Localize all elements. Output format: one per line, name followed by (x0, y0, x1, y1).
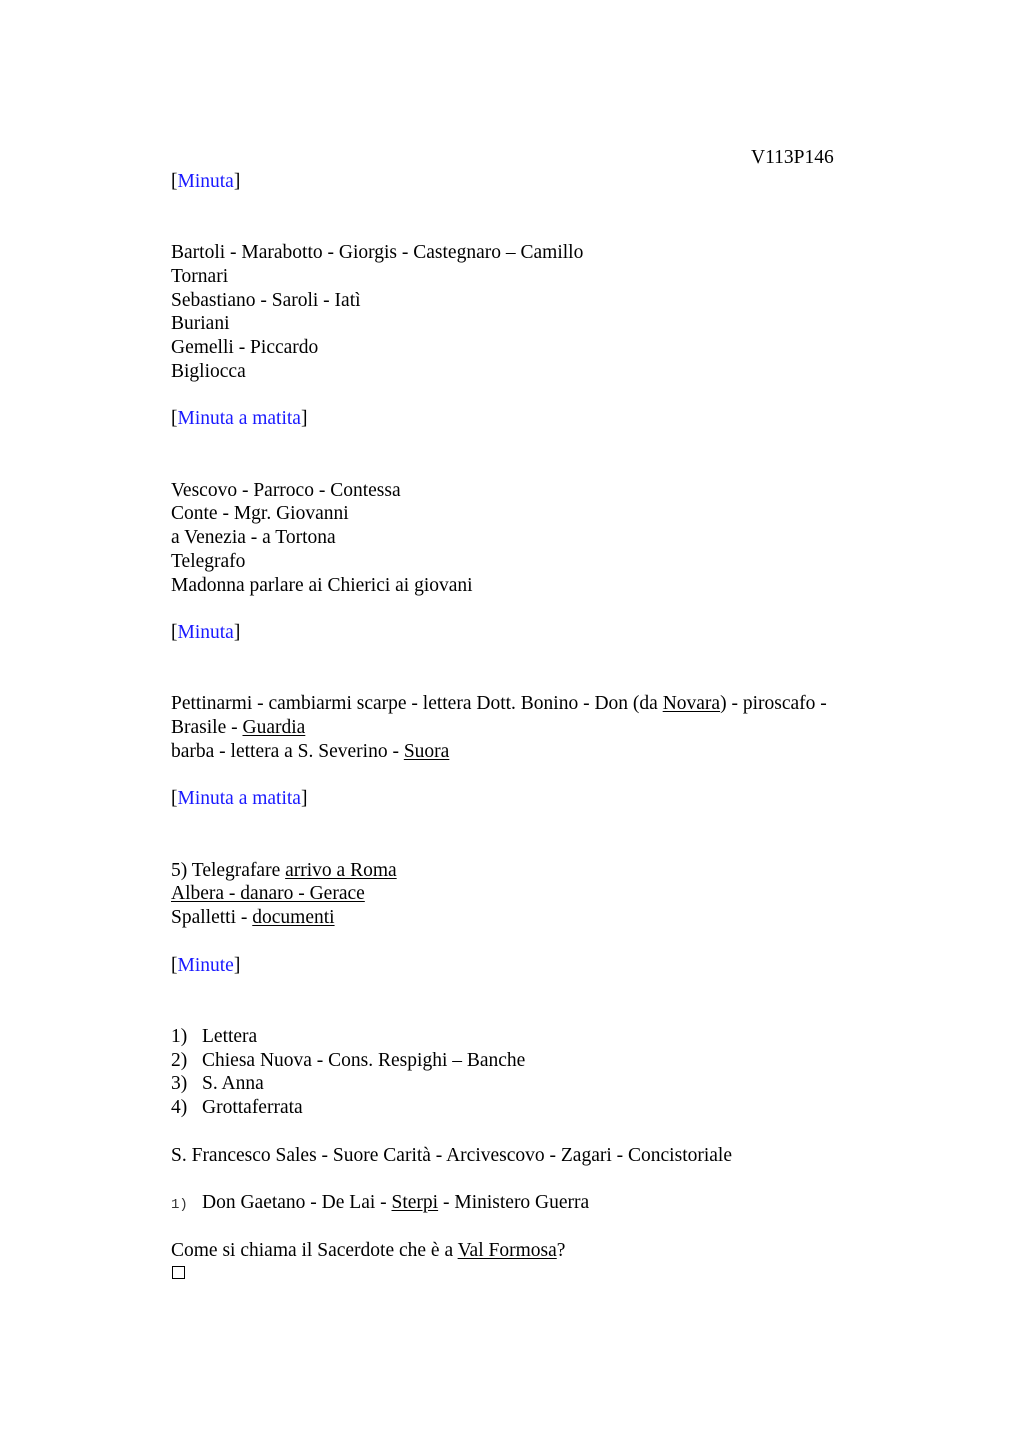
underlined-text: Val Formosa (457, 1240, 557, 1261)
text-line (171, 740, 449, 764)
text-segment: 5) Telegrafare (171, 860, 286, 881)
text-line: S. Francesco Sales - Suore Carità - Arcivescovo - Zagari - Concistoriale (171, 1145, 732, 1166)
document-reference: V113P146 (751, 147, 834, 168)
list-text: Grottaferrata (202, 1097, 303, 1118)
text-line (171, 882, 365, 906)
list-item (171, 1025, 257, 1049)
text-line (171, 692, 827, 716)
underlined-text: Guardia (242, 717, 306, 738)
text-line: Bartoli - Marabotto - Giorgis - Castegnaro – Camillo (171, 242, 584, 263)
list-text: Chiesa Nuova - Cons. Respighi – Banche (202, 1050, 526, 1071)
text-line: Conte - Mgr. Giovanni (171, 503, 349, 524)
list-item (171, 1049, 525, 1073)
text-segment: Pettinarmi - cambiarmi scarpe - lettera Dott. Bonino - Don (da (171, 693, 663, 714)
underlined-text: documenti (252, 907, 335, 928)
text-segment: Come si chiama il Sacerdote che è a (171, 1240, 458, 1261)
text-segment: Don Gaetano - De Lai - (202, 1192, 392, 1213)
text-line (171, 716, 305, 740)
empty-box-icon (172, 1266, 185, 1279)
list-item (171, 1096, 303, 1120)
text-line: Buriani (171, 313, 230, 334)
list-text: S. Anna (202, 1073, 264, 1094)
text-segment: Brasile - (171, 717, 243, 738)
text-segment: barba - lettera a S. Severino - (171, 741, 404, 762)
text-segment: - Ministero Guerra (438, 1192, 590, 1213)
text-line: Bigliocca (171, 361, 246, 382)
text-line: Vescovo - Parroco - Contessa (171, 480, 401, 501)
heading-link[interactable]: Minuta a matita (177, 408, 301, 429)
heading-link[interactable]: Minuta (177, 171, 234, 192)
section-heading: [Minuta a matita] (171, 408, 308, 429)
text-line: Tornari (171, 266, 229, 287)
section-heading: [Minute] (171, 955, 241, 976)
list-number: 3) (171, 1073, 188, 1094)
text-line: Gemelli - Piccardo (171, 337, 319, 358)
underlined-text: Novara (662, 693, 721, 714)
list-number: 2) (171, 1050, 188, 1071)
text-line: Sebastiano - Saroli - Iatì (171, 290, 361, 311)
underlined-text: Suora (403, 741, 450, 762)
heading-link[interactable]: Minuta (177, 622, 234, 643)
text-segment: ) - piroscafo - (720, 693, 827, 714)
heading-link[interactable]: Minute (177, 955, 234, 976)
text-segment: Spalletti - (171, 907, 253, 928)
list-item (171, 1191, 589, 1217)
list-number: 1) (171, 1026, 188, 1047)
section-heading: [Minuta] (171, 622, 241, 643)
underlined-text: Sterpi (391, 1192, 439, 1213)
list-text: Lettera (202, 1026, 258, 1047)
list-number: 1) (171, 1197, 188, 1213)
section-heading: [Minuta a matita] (171, 788, 308, 809)
underlined-text: arrivo a Roma (285, 860, 397, 881)
question-line (171, 1239, 565, 1263)
text-line (171, 906, 335, 930)
list-item (171, 1072, 264, 1096)
underlined-text: Albera - danaro - Gerace (171, 883, 365, 904)
text-line (171, 859, 397, 883)
section-heading: [Minuta] (171, 171, 241, 192)
text-line: Telegrafo (171, 551, 246, 572)
text-line: a Venezia - a Tortona (171, 527, 336, 548)
text-segment: ? (556, 1240, 566, 1261)
text-line: Madonna parlare ai Chierici ai giovani (171, 575, 473, 596)
heading-link[interactable]: Minuta a matita (177, 788, 301, 809)
list-number: 4) (171, 1097, 188, 1118)
